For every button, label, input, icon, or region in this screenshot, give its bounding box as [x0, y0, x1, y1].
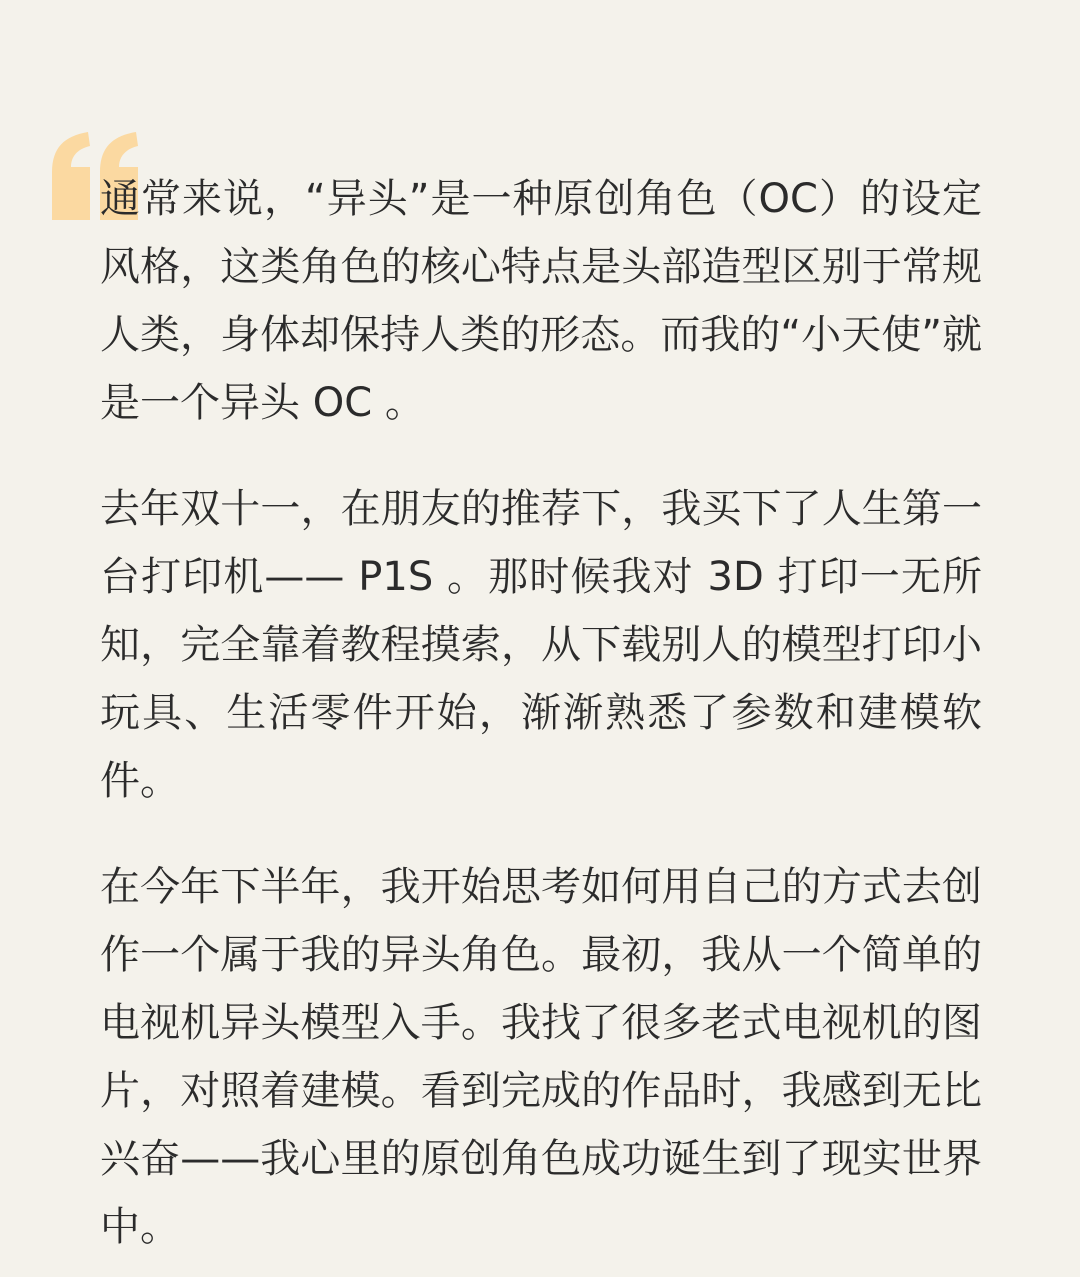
paragraph-2: 去年双十一，在朋友的推荐下，我买下了人生第一台打印机—— P1S 。那时候我对 3D 打印一无所知，完全靠着教程摸索，从下载别人的模型打印小玩具、生活零件开始，渐渐熟悉了参数和建模软件。 [100, 486, 982, 804]
paragraph-3: 在今年下半年，我开始思考如何用自己的方式去创作一个属于我的异头角色。最初，我从一个简单的电视机异头模型入手。我找了很多老式电视机的图片，对照着建模。看到完成的作品时，我感到无比兴奋——我心里的原创角色成功诞生到了现实世界中。 [100, 864, 982, 1250]
article-body [100, 165, 982, 1277]
paragraph-1: 通常来说，“异头”是一种原创角色（OC）的设定风格，这类角色的核心特点是头部造型区别于常规人类，身体却保持人类的形态。而我的“小天使”就是一个异头 OC 。 [100, 176, 982, 426]
